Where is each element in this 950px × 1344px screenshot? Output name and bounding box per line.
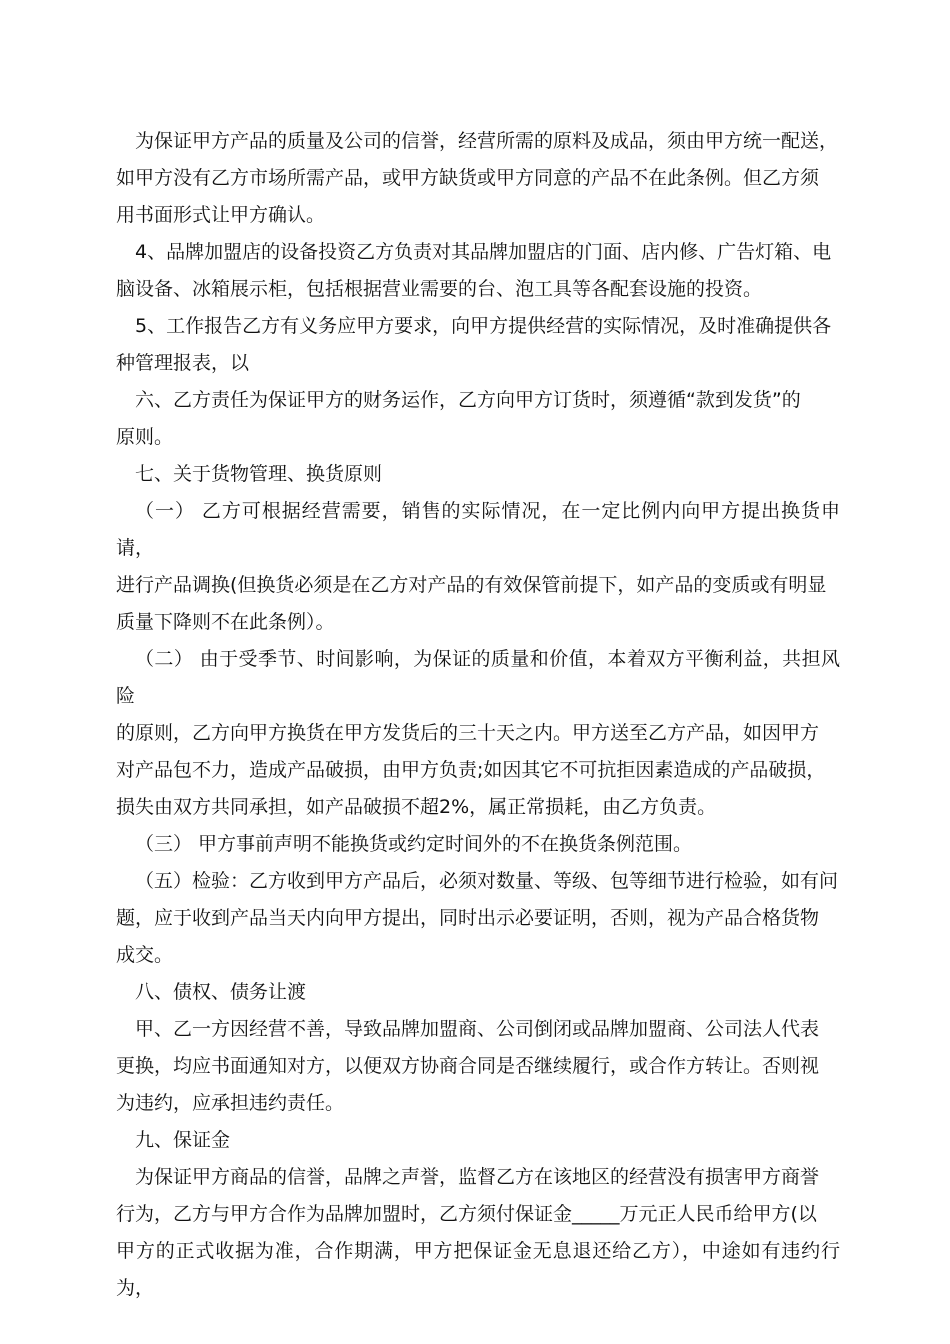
document-paragraph [116,1011,840,1122]
paragraph-line: （五）检验：乙方收到甲方产品后，必须对数量、等级、包等细节进行检验，如有问 [135,870,839,892]
document-paragraph [116,234,840,308]
document-paragraph [116,826,840,863]
paragraph-line: （二） 由于受季节、时间影响，为保证的质量和价值，本着双方平衡利益，共担风险 [116,648,840,707]
paragraph-line: 八、债权、债务让渡 [135,981,307,1003]
paragraph-line: 为违约，应承担违约责任。 [116,1092,345,1114]
paragraph-line: 如甲方没有乙方市场所需产品，或甲方缺货或甲方同意的产品不在此条例。但乙方须 [116,167,820,189]
paragraph-line: 脑设备、冰箱展示柜，包括根据营业需要的台、泡工具等各配套设施的投资。 [116,278,763,300]
paragraph-line: 甲、乙一方因经营不善，导致品牌加盟商、公司倒闭或品牌加盟商、公司法人代表 [135,1018,820,1040]
paragraph-line: 为保证甲方商品的信誉，品牌之声誉，监督乙方在该地区的经营没有损害甲方商誉 [135,1166,820,1188]
document-paragraph [116,1122,840,1159]
document-paragraph [116,863,840,974]
paragraph-line: 5、工作报告乙方有义务应甲方要求，向甲方提供经营的实际情况，及时准确提供各 [135,315,832,337]
paragraph-line: （三） 甲方事前声明不能换货或约定时间外的不在换货条例范围。 [135,833,693,855]
document-body [116,123,840,1307]
document-paragraph [116,974,840,1011]
paragraph-line: 九、保证金 [135,1129,231,1151]
paragraph-line: 题，应于收到产品当天内向甲方提出，同时出示必要证明，否则，视为产品合格货物 [116,907,820,929]
document-paragraph [116,493,840,641]
document-paragraph [116,308,840,382]
document-paragraph [116,641,840,826]
paragraph-line: 行为，乙方与甲方合作为品牌加盟时，乙方须付保证金_____万元正人民币给甲方(以 [116,1203,817,1225]
document-paragraph [116,456,840,493]
paragraph-line: 用书面形式让甲方确认。 [116,204,326,226]
document-paragraph [116,1159,840,1307]
document-paragraph [116,382,840,456]
paragraph-line: 原则。 [116,426,174,448]
paragraph-line: （一） 乙方可根据经营需要，销售的实际情况，在一定比例内向甲方提出换货申请， [116,500,840,559]
paragraph-line: 甲方的正式收据为准，合作期满，甲方把保证金无息退还给乙方），中途如有违约行为， [116,1240,840,1299]
paragraph-line: 进行产品调换(但换货必须是在乙方对产品的有效保管前提下，如产品的变质或有明显 [116,574,827,596]
paragraph-line: 4、品牌加盟店的设备投资乙方负责对其品牌加盟店的门面、店内修、广告灯箱、电 [135,241,832,263]
document-paragraph [116,123,840,234]
paragraph-line: 损失由双方共同承担，如产品破损不超2%，属正常损耗，由乙方负责。 [116,796,717,818]
paragraph-line: 质量下降则不在此条例）。 [116,611,335,633]
paragraph-line: 七、关于货物管理、换货原则 [135,463,383,485]
paragraph-line: 成交。 [116,944,174,966]
paragraph-line: 的原则，乙方向甲方换货在甲方发货后的三十天之内。甲方送至乙方产品，如因甲方 [116,722,820,744]
paragraph-line: 种管理报表，以 [116,352,250,374]
paragraph-line: 更换，均应书面通知对方，以便双方协商合同是否继续履行，或合作方转让。否则视 [116,1055,820,1077]
paragraph-line: 对产品包不力，造成产品破损，由甲方负责;如因其它不可抗拒因素造成的产品破损， [116,759,826,781]
paragraph-line: 六、乙方责任为保证甲方的财务运作，乙方向甲方订货时，须遵循“款到发货”的 [135,389,801,411]
paragraph-line: 为保证甲方产品的质量及公司的信誉，经营所需的原料及成品，须由甲方统一配送， [135,130,839,152]
